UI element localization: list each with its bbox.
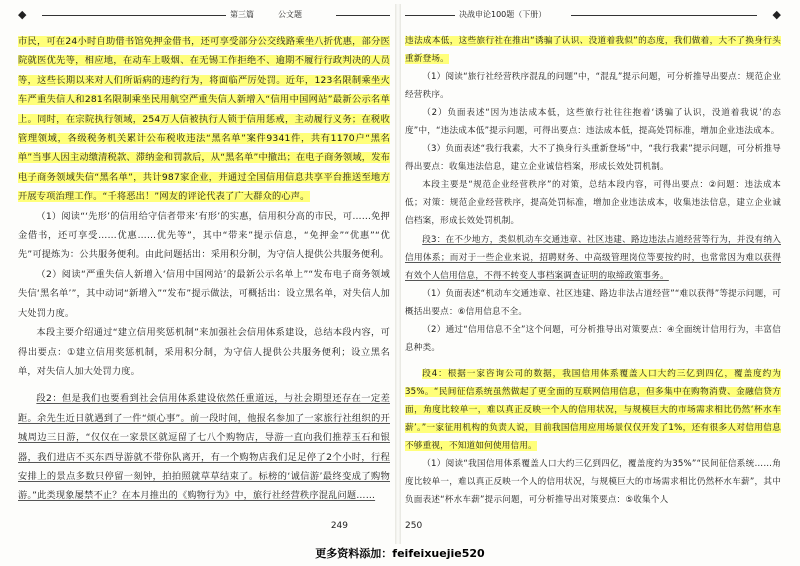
header-rule [42, 15, 226, 16]
diamond-bullet-icon: ◆ [18, 8, 27, 21]
underlined-text: 段3：在不少地方，类似机动车交通违章、社区违建、路边违法占道经营等行为，并没有纳入信用体系；而对于一些企业来说，招聘财务、中高级管理岗位等要按约时，也常常因为难以获得有效个人信用信息，不得不转变人事档案调查证明的取缔政策事务。 [405, 234, 781, 281]
paragraph: （1）阅读“‘先形’的信用给守信者带来‘有形’的实惠，信用积分高的市民，可……免押金借书，还可享受……优惠……优先等”，其中“带来”提示信息，“免押金”“优惠”“优先”可提炼为：公共服务便利。由此问题括出：采用积分制，为守信人提供公共服务便利。 [18, 210, 390, 261]
underlined-text: 段2：但是我们也要看到社会信用体系建设依然任重道远，与社会期望还存在一定差距。余先生近日就遇到了一件“烦心事”。前一段时间，他报名参加了一家旅行社组织的开城周边三日游，“仅仅在一家景区就逗留了七八个购物店，导游一直向我们推荐玉石和银器，我们进店不买东西导游就不带你队离开，有一个购物店我们足足停了2个小时，行程安排上的景点多数只停留一刻钟，拍拍照就草草结束了。标榜的‘诚信游’最终变成了购物游。”此类现象屡禁不止？在本月推出的《购物行为》中，旅行社经营秩序混乱问题…… [18, 393, 390, 502]
highlighted-text: 违法成本低，这些旅行社在推出“诱骗了认识、没道着我似”的态度，我们做着，大不了换身行头重新登场。 [405, 36, 781, 65]
diamond-bullet-icon: ◆ [772, 8, 781, 21]
header-rule [571, 15, 757, 16]
paragraph: （2）阅读“严重失信人新增入‘信用中国网站’的最新公示名单上”“发布电子商务领域失信‘黑名单’”，其中动词“新增入”“发布”提示做法，可概括出：设立黑名单，对失信人加大处罚力度。 [18, 268, 390, 319]
highlighted-text: 段4：根据一家咨询公司的数据，我国信用体系覆盖人口大约三亿到四亿，覆盖度约为35%。“民间征信系统虽然做起了更全面的互联网信用信息，但多集中在购物消费、金融信贷方面，角度比较单一，难以真正反映一个人的信用状况，与规模巨大的市场需求相比仍然‘杯水车薪’。”一家征用机构的负责人说，目前我国信用应用场景仅仅开发了1%，还有很多人对信用信息不够重视，不知道如何使用信用。 [405, 368, 781, 452]
footer-contact-text: 更多资料添加：feifeixuejie520 [315, 547, 485, 560]
header-rule [336, 15, 390, 16]
left-page-body [18, 32, 390, 506]
book-title: 决战申论100题（下册） [455, 8, 550, 22]
paragraph: （1）阅读“我国信用体系覆盖人口大约三亿到四亿，覆盖度约为35%”“民间征信系统……角度比较单一，难以真正反映一个人的信用状况，与规模巨大的市场需求相比仍然杯水车薪”，其中负面表述“杯水车薪”提示问题，可分析推导出对策要点：⑤收集个人 [405, 459, 781, 506]
paragraph [405, 32, 781, 68]
paragraph: （2）负面表述“因为违法成本低，这些旅行社往往抱着‘诱骗了认识，没道着我说’的态度”中，“违法成本低”提示问题，可得出要点：违法成本低，提高处罚标准，增加企业违法成本。 [405, 108, 781, 137]
page-number-right: 250 [405, 521, 423, 531]
right-page-body [405, 32, 781, 509]
paragraph [405, 231, 781, 285]
right-page [405, 0, 781, 545]
paragraph: （2）通过“信用信息不全”这个问题，可分析推导出对策要点：④全面统计信用行为，丰富信息种类。 [405, 324, 781, 353]
paragraph: 本段主要介绍通过“建立信用奖惩机制”来加强社会信用体系建设，总结本段内容，可得出要点：①建立信用奖惩机制，采用积分制，为守信人提供公共服务便利；设立黑名单，对失信人加大处罚力度。 [18, 327, 390, 377]
page-number-left: 249 [330, 521, 348, 531]
topic-label: 公文题 [274, 8, 306, 22]
paragraph: （1）负面表述“机动车交通违章、社区违建、路边非法占道经营”“难以获得”等提示问题，可概括出要点：⑥信用信息不全。 [405, 288, 781, 317]
paragraph: （3）负面表述“我行我素，大不了换身行头重新登场”中，“我行我素”提示问题，可分析推导得出要点：收集违法信息，建立企业诚信档案，形成长效处罚机制。 [405, 144, 781, 173]
section-label: 第三篇 [226, 8, 258, 22]
right-page-header [405, 8, 781, 22]
left-page [18, 0, 390, 545]
left-page-header [18, 8, 390, 22]
paragraph [18, 32, 390, 207]
paragraph: （1）阅读“旅行社经营秩序混乱的问题”中，“混乱”提示问题，可分析推导出要点：规范企业经营秩序。 [405, 72, 781, 101]
highlighted-text: 市民，可在24小时自助借书馆免押金借书，还可享受部分公交线路乘坐八折优惠，部分医院就医优先等，相应地，在动车上吸烟、在无锡工作拒绝不、逾期不履行行政判决的人员等，这些长期以来对人们所诟病的违约行为，将面临严厉处罚。近年，123名限制乘坐火车严重失信人和281名限制乘坐民用航空严重失信人新增入“信用中国网站”最新公示名单上。同时，在宗院执行领域，254万人信被执行人锁于信用惩戒，主动履行义务；在税收管理领域，各级税务机关累计公布税收违法“黑名单”案件9341件，共有1170户“黑名单”当事人因主动缴清税款、滞纳金和罚款后，从“黑名单”中撤出；在电子商务领域，发布电子商务领域失信“黑名单”，共计987家企业，并通过全国信用信息共享平台推送至地方开展专项治理工作。“千将恶出！”网友的评论代表了广大群众的心声。 [18, 36, 390, 203]
header-rule [405, 15, 455, 16]
paragraph [18, 389, 390, 505]
book-gutter [395, 4, 401, 544]
paragraph: 本段主要是“规范企业经营秩序”的对策，总结本段内容，可得出要点：②问题：违法成本低；对策：规范企业经营秩序，提高处罚标准，增加企业违法成本，收集违法信息，建立企业诚信档案，形成长效处罚机制。 [405, 180, 781, 227]
paragraph [405, 365, 781, 455]
